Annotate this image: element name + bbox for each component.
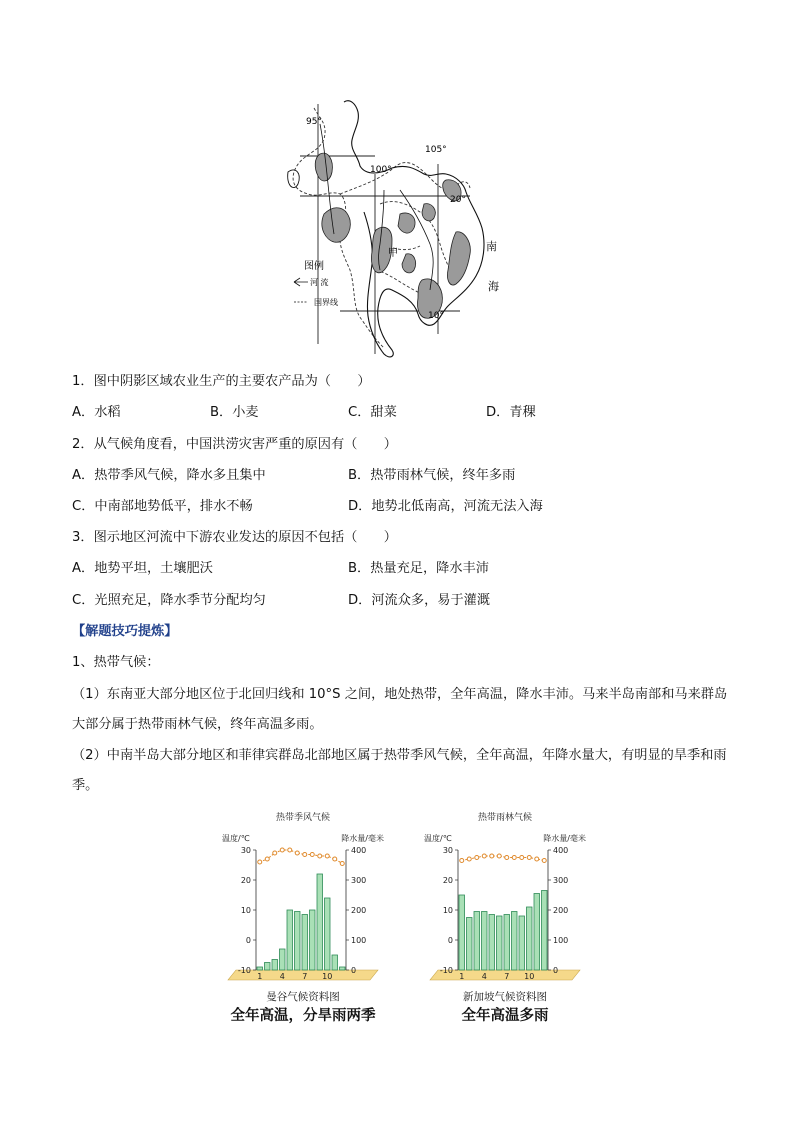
precip-bar-month-11 bbox=[332, 955, 338, 970]
y-left-tick-label: 0 bbox=[245, 936, 251, 945]
chart-svg-bangkok bbox=[218, 808, 388, 988]
y-left-tick-label: 30 bbox=[442, 846, 453, 855]
temperature-point-month-9 bbox=[520, 856, 524, 860]
precip-bar-month-4 bbox=[280, 949, 286, 970]
place-label-jia: 甲 bbox=[388, 248, 398, 259]
precip-bar-month-6 bbox=[497, 916, 503, 970]
chart-caption-bangkok: 曼谷气候资料图 bbox=[266, 991, 340, 1003]
precip-bar-month-4 bbox=[482, 912, 488, 971]
y-right-tick-label: 300 bbox=[553, 876, 569, 885]
temperature-line bbox=[462, 856, 545, 861]
temperature-point-month-4 bbox=[482, 854, 486, 858]
y-left-tick-label: 0 bbox=[447, 936, 453, 945]
temperature-point-month-7 bbox=[505, 856, 509, 860]
y-left-label: 温度/℃ bbox=[424, 834, 452, 843]
y-left-tick-label: 10 bbox=[240, 906, 251, 915]
lon-label-100: 100° bbox=[370, 165, 392, 175]
x-tick-label: 1 bbox=[459, 972, 465, 981]
y-left-tick-label: 20 bbox=[240, 876, 251, 885]
temperature-point-month-9 bbox=[318, 854, 322, 858]
y-right-tick-label: 200 bbox=[553, 906, 569, 915]
question-3: 3．图示地区河流中下游农业发达的原因不包括（ ） bbox=[72, 530, 397, 545]
place-label-hai: 海 bbox=[488, 280, 499, 293]
precip-bar-month-5 bbox=[489, 915, 495, 971]
y-right-tick-label: 400 bbox=[351, 846, 367, 855]
precip-bar-month-5 bbox=[287, 910, 293, 970]
climate-chart-bangkok bbox=[218, 808, 388, 988]
temperature-point-month-10 bbox=[325, 854, 329, 858]
temperature-point-month-7 bbox=[303, 853, 307, 857]
y-right-tick-label: 300 bbox=[351, 876, 367, 885]
temperature-point-month-8 bbox=[512, 856, 516, 860]
lat-label-10: 10° bbox=[428, 311, 444, 321]
lon-label-95: 95° bbox=[306, 117, 322, 127]
question-1: 1．图中阴影区域农业生产的主要农产品为（ ） bbox=[72, 374, 371, 389]
y-left-tick-label: -10 bbox=[237, 966, 251, 975]
y-left-tick-label: 10 bbox=[442, 906, 453, 915]
tips-subheading: 1、热带气候： bbox=[72, 655, 160, 670]
precip-bar-month-12 bbox=[542, 891, 548, 971]
q3-option-d[interactable]: D．河流众多，易于灌溉 bbox=[348, 593, 491, 608]
y-right-label: 降水量/毫米 bbox=[341, 834, 384, 843]
x-tick-label: 10 bbox=[322, 972, 333, 981]
chart-svg-singapore bbox=[420, 808, 590, 988]
temperature-point-month-1 bbox=[258, 860, 262, 864]
lon-label-105: 105° bbox=[425, 145, 447, 155]
precip-bar-month-2 bbox=[265, 963, 271, 971]
x-tick-label: 1 bbox=[257, 972, 263, 981]
y-right-label: 降水量/毫米 bbox=[543, 834, 586, 843]
y-left-tick-label: 20 bbox=[442, 876, 453, 885]
temperature-point-month-1 bbox=[460, 859, 464, 863]
temperature-point-month-5 bbox=[288, 848, 292, 852]
chart-subtitle-singapore: 全年高温多雨 bbox=[461, 1008, 549, 1024]
q2-option-d[interactable]: D．地势北低南高，河流无法入海 bbox=[348, 499, 543, 514]
y-left-tick-label: -10 bbox=[439, 966, 453, 975]
temperature-point-month-3 bbox=[273, 851, 277, 855]
temperature-point-month-12 bbox=[340, 862, 344, 866]
x-tick-label: 4 bbox=[279, 972, 285, 981]
tips-heading: 【解题技巧提炼】 bbox=[72, 624, 178, 639]
chart-title: 热带雨林气候 bbox=[477, 813, 533, 823]
climate-chart-singapore bbox=[420, 808, 590, 988]
q2-option-b[interactable]: B．热带雨林气候，终年多雨 bbox=[348, 468, 516, 483]
q1-option-a[interactable]: A．水稻 bbox=[72, 405, 121, 420]
precip-bar-month-10 bbox=[527, 907, 533, 970]
y-right-tick-label: 200 bbox=[351, 906, 367, 915]
precip-bar-month-9 bbox=[519, 916, 525, 970]
y-right-tick-label: 0 bbox=[351, 966, 357, 975]
temperature-point-month-10 bbox=[527, 856, 531, 860]
legend-title: 图例 bbox=[304, 261, 324, 272]
precip-bar-month-6 bbox=[295, 912, 301, 971]
y-left-label: 温度/℃ bbox=[222, 834, 250, 843]
temperature-point-month-5 bbox=[490, 854, 494, 858]
precip-bar-month-11 bbox=[534, 894, 540, 971]
q3-option-b[interactable]: B．热量充足，降水丰沛 bbox=[348, 561, 489, 576]
chart-title: 热带季风气候 bbox=[275, 813, 331, 823]
q3-option-c[interactable]: C．光照充足，降水季节分配均匀 bbox=[72, 593, 266, 608]
precip-bar-month-9 bbox=[317, 874, 323, 970]
precip-bar-month-7 bbox=[302, 915, 308, 971]
temperature-point-month-6 bbox=[497, 854, 501, 858]
place-label-nan: 南 bbox=[486, 240, 497, 253]
precip-bar-month-1 bbox=[257, 967, 263, 970]
x-tick-label: 7 bbox=[302, 972, 308, 981]
precip-bar-month-10 bbox=[325, 898, 331, 970]
legend-river: 河 流 bbox=[310, 278, 329, 287]
precip-bar-month-8 bbox=[512, 912, 518, 971]
q2-option-a[interactable]: A．热带季风气候，降水多且集中 bbox=[72, 468, 266, 483]
temperature-point-month-3 bbox=[475, 856, 479, 860]
y-right-tick-label: 100 bbox=[553, 936, 569, 945]
precip-bar-month-8 bbox=[310, 910, 316, 970]
southeast-asia-map bbox=[280, 94, 510, 362]
precip-bar-month-2 bbox=[467, 918, 473, 971]
legend-border: 国界线 bbox=[314, 298, 338, 307]
temperature-point-month-2 bbox=[467, 857, 471, 861]
temperature-line bbox=[260, 850, 343, 864]
chart-caption-singapore: 新加坡气候资料图 bbox=[463, 991, 547, 1003]
y-right-tick-label: 100 bbox=[351, 936, 367, 945]
q3-option-a[interactable]: A．地势平坦，土壤肥沃 bbox=[72, 561, 213, 576]
temperature-point-month-12 bbox=[542, 859, 546, 863]
lat-label-20: 20° bbox=[450, 195, 466, 205]
y-right-tick-label: 400 bbox=[553, 846, 569, 855]
precip-bar-month-7 bbox=[504, 915, 510, 971]
x-tick-label: 7 bbox=[504, 972, 510, 981]
temperature-point-month-11 bbox=[535, 857, 539, 861]
chart-subtitle-bangkok: 全年高温，分旱雨两季 bbox=[230, 1008, 376, 1024]
q1-option-b[interactable]: B．小麦 bbox=[210, 405, 259, 420]
x-tick-label: 4 bbox=[481, 972, 487, 981]
temperature-point-month-4 bbox=[280, 848, 284, 852]
question-2: 2．从气候角度看，中国洪涝灾害严重的原因有（ ） bbox=[72, 437, 397, 452]
temperature-point-month-8 bbox=[310, 853, 314, 857]
tips-paragraph-2: （2）中南半岛大部分地区和菲律宾群岛北部地区属于热带季风气候，全年高温，年降水量大，有明显的旱季和雨季。 bbox=[72, 748, 727, 793]
q2-option-c[interactable]: C．中南部地势低平，排水不畅 bbox=[72, 499, 253, 514]
temperature-point-month-2 bbox=[265, 857, 269, 861]
precip-bar-month-12 bbox=[340, 967, 346, 970]
shaded-agri-areas bbox=[315, 153, 470, 318]
precip-bar-month-3 bbox=[272, 960, 278, 971]
y-right-tick-label: 0 bbox=[553, 966, 559, 975]
precip-bar-month-1 bbox=[459, 895, 465, 970]
q1-option-c[interactable]: C．甜菜 bbox=[348, 405, 397, 420]
y-left-tick-label: 30 bbox=[240, 846, 251, 855]
x-tick-label: 10 bbox=[524, 972, 535, 981]
temperature-point-month-6 bbox=[295, 851, 299, 855]
map-legend bbox=[294, 259, 338, 307]
tips-paragraph-1: （1）东南亚大部分地区位于北回归线和 10°S 之间，地处热带，全年高温，降水丰沛。马来半岛南部和马来群岛大部分属于热带雨林气候，终年高温多雨。 bbox=[72, 687, 728, 732]
legend-river-icon bbox=[294, 278, 308, 286]
temperature-point-month-11 bbox=[333, 857, 337, 861]
precip-bar-month-3 bbox=[474, 912, 480, 971]
q1-option-d[interactable]: D．青稞 bbox=[486, 405, 536, 420]
